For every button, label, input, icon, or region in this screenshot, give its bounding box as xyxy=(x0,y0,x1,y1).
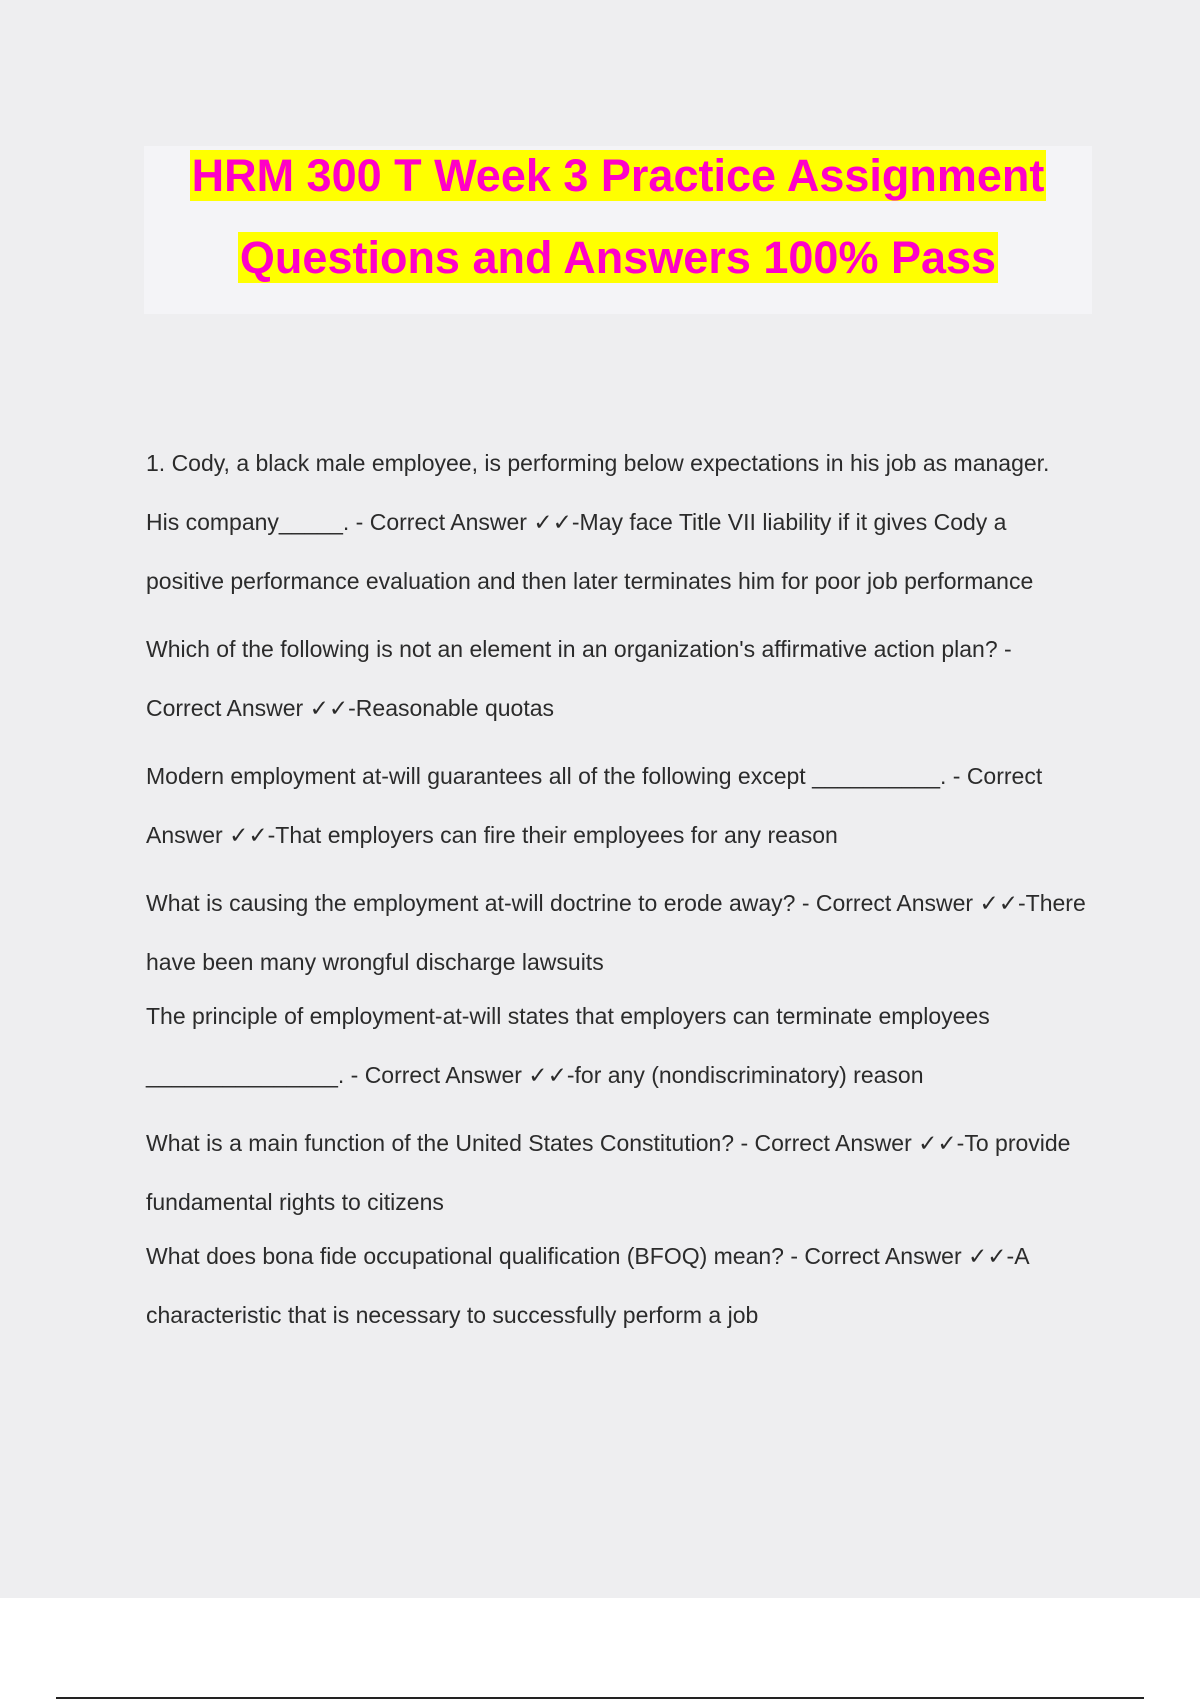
footer-divider xyxy=(56,1697,1144,1699)
question-7: What does bona fide occupational qualification (BFOQ) mean? - Correct Answer ✓✓-A characteristic that is necessary to successfully perform a job xyxy=(146,1243,1029,1328)
question-5: The principle of employment-at-will states that employers can terminate employees _______________. - Correct Answer ✓✓-for any (nondiscriminatory) reason xyxy=(146,1003,990,1088)
title-line-2 xyxy=(144,230,1092,286)
question-3: Modern employment at-will guarantees all of the following except __________. - Correct Answer ✓✓-That employers can fire their employees for any reason xyxy=(146,763,1043,848)
title-line-2-text: Questions and Answers 100% Pass xyxy=(239,232,997,283)
questions-list xyxy=(146,434,1086,1345)
question-2: Which of the following is not an element in an organization's affirmative action plan? - Correct Answer ✓✓-Reasonable quotas xyxy=(146,636,1012,721)
title-line-1 xyxy=(144,148,1092,204)
question-4: What is causing the employment at-will doctrine to erode away? - Correct Answer ✓✓-There have been many wrongful discharge lawsuits xyxy=(146,890,1086,975)
title-line-1-text: HRM 300 T Week 3 Practice Assignment xyxy=(191,150,1045,201)
question-1: 1. Cody, a black male employee, is performing below expectations in his job as manager. His company_____. - Correct Answer ✓✓-May face Title VII liability if it gives Cody a positive performance evaluation and then later terminates him for poor job performance xyxy=(146,450,1050,594)
title-block xyxy=(144,146,1092,314)
question-6: What is a main function of the United States Constitution? - Correct Answer ✓✓-To provide fundamental rights to citizens xyxy=(146,1130,1071,1215)
